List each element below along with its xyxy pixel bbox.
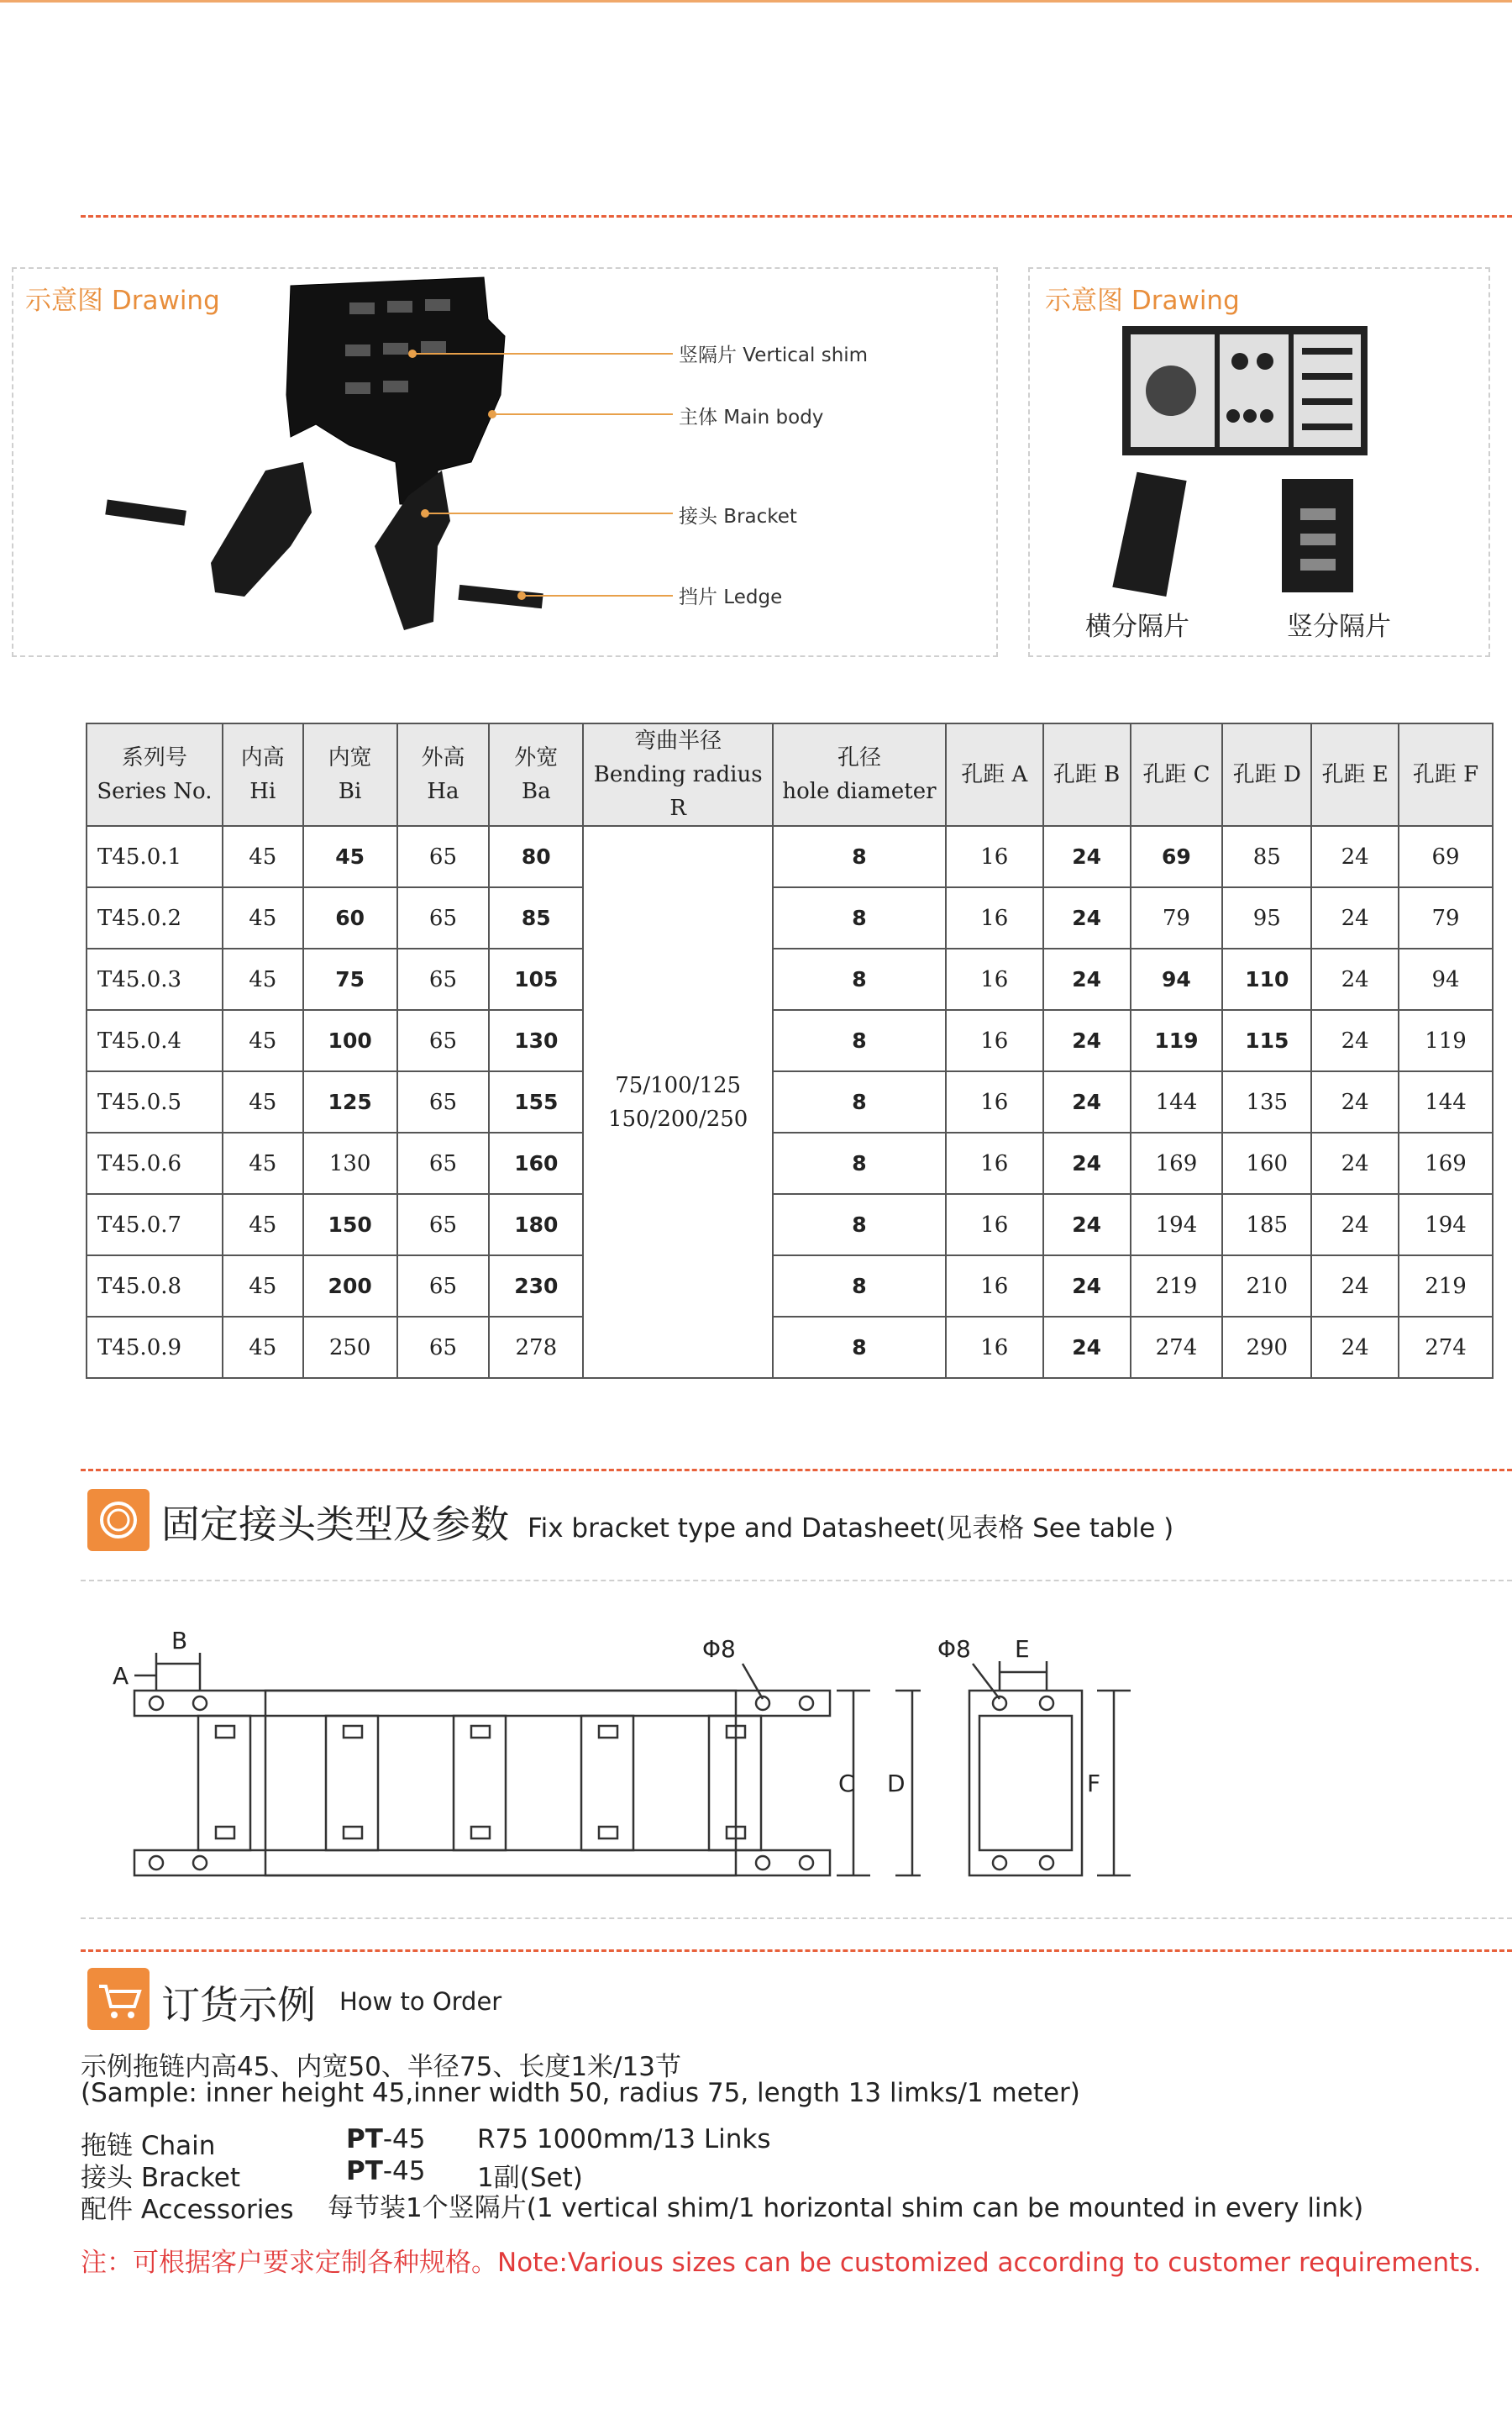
table-cell: 65 bbox=[397, 949, 490, 1010]
table-cell: 79 bbox=[1399, 887, 1493, 949]
table-cell: 24 bbox=[1043, 1010, 1131, 1071]
table-header-cell bbox=[489, 723, 583, 826]
table-cell: 169 bbox=[1399, 1133, 1493, 1194]
header-cn: 内宽 bbox=[328, 745, 372, 771]
table-cell: 180 bbox=[489, 1194, 583, 1255]
table-cell: 45 bbox=[223, 826, 303, 887]
table-cell: 65 bbox=[397, 1010, 490, 1071]
table-header-row bbox=[87, 723, 1493, 826]
table-cell: 278 bbox=[489, 1317, 583, 1378]
header-cn: 系列号 bbox=[121, 745, 187, 771]
table-cell: 45 bbox=[223, 1010, 303, 1071]
table-cell: 65 bbox=[397, 1255, 490, 1317]
bracket-section-subtitle: Fix bracket type and Datasheet(见表格 See table ) bbox=[528, 1513, 1174, 1544]
order-line-accessories-spec: 每节装1个竖隔片(1 vertical shim/1 horizontal shim can be mounted in every link) bbox=[328, 2193, 1364, 2223]
callout-line bbox=[522, 595, 673, 597]
cart-icon bbox=[87, 1968, 150, 2030]
table-cell: 16 bbox=[946, 949, 1043, 1010]
table-cell: 75 bbox=[303, 949, 397, 1010]
table-cell: 8 bbox=[773, 1317, 946, 1378]
table-cell: 8 bbox=[773, 1194, 946, 1255]
series-cell: T45.0.5 bbox=[87, 1071, 223, 1133]
table-cell: 65 bbox=[397, 826, 490, 887]
table-cell: 45 bbox=[223, 1194, 303, 1255]
bracket-section-title: 固定接头类型及参数 bbox=[161, 1502, 509, 1547]
order-sample-cn: 示例拖链内高45、内宽50、半径75、长度1米/13节 bbox=[81, 2052, 681, 2082]
header-cn: 孔径 bbox=[837, 745, 881, 771]
table-cell: 24 bbox=[1311, 826, 1399, 887]
table-cell: 290 bbox=[1222, 1317, 1311, 1378]
callout-dot bbox=[408, 350, 417, 358]
table-cell: 45 bbox=[223, 949, 303, 1010]
header-cn: 孔距 A bbox=[961, 762, 1028, 787]
table-cell: 24 bbox=[1311, 949, 1399, 1010]
table-cell: 135 bbox=[1222, 1071, 1311, 1133]
callout-dot bbox=[517, 592, 526, 600]
header-cn: 内高 bbox=[240, 745, 285, 771]
callout-line bbox=[412, 353, 673, 355]
header-en: Bi bbox=[338, 779, 362, 804]
table-cell: 24 bbox=[1043, 1194, 1131, 1255]
series-cell: T45.0.4 bbox=[87, 1010, 223, 1071]
table-cell: 16 bbox=[946, 1133, 1043, 1194]
divider bbox=[81, 1949, 1512, 1952]
table-cell: 115 bbox=[1222, 1010, 1311, 1071]
table-row bbox=[87, 826, 1493, 887]
top-border bbox=[0, 0, 1512, 3]
order-line-chain-spec: R75 1000mm/13 Links bbox=[477, 2124, 771, 2154]
table-cell: 130 bbox=[303, 1133, 397, 1194]
table-header-cell bbox=[1222, 723, 1311, 826]
table-cell: 105 bbox=[489, 949, 583, 1010]
table-cell: 125 bbox=[303, 1071, 397, 1133]
header-en: Bending radius R bbox=[593, 762, 763, 821]
table-header-cell bbox=[773, 723, 946, 826]
table-cell: 150 bbox=[303, 1194, 397, 1255]
table-cell: 8 bbox=[773, 887, 946, 949]
callout-bracket: 接头 Bracket bbox=[679, 506, 797, 528]
table-cell: 210 bbox=[1222, 1255, 1311, 1317]
table-cell: 24 bbox=[1043, 826, 1131, 887]
dim-phi-left-label: Φ8 bbox=[702, 1635, 736, 1663]
order-line-bracket-spec: 1副(Set) bbox=[477, 2163, 583, 2193]
table-cell: 16 bbox=[946, 1194, 1043, 1255]
table-cell: 200 bbox=[303, 1255, 397, 1317]
table-cell: 45 bbox=[223, 1317, 303, 1378]
bending-radius-cell bbox=[583, 826, 773, 1378]
header-cn: 外宽 bbox=[514, 745, 559, 771]
table-cell: 119 bbox=[1131, 1010, 1223, 1071]
series-cell: T45.0.2 bbox=[87, 887, 223, 949]
table-cell: 16 bbox=[946, 1071, 1043, 1133]
divider bbox=[81, 1469, 1512, 1471]
table-cell: 85 bbox=[1222, 826, 1311, 887]
series-cell: T45.0.1 bbox=[87, 826, 223, 887]
order-line-bracket-label: 接头 Bracket bbox=[81, 2163, 240, 2193]
table-row bbox=[87, 949, 1493, 1010]
order-section-title: 订货示例 bbox=[161, 1982, 316, 2028]
table-cell: 45 bbox=[223, 1071, 303, 1133]
header-cn: 孔距 C bbox=[1142, 762, 1210, 787]
table-cell: 160 bbox=[489, 1133, 583, 1194]
order-sample-en: (Sample: inner height 45,inner width 50, radius 75, length 13 limks/1 meter) bbox=[81, 2078, 1080, 2108]
header-cn: 孔距 E bbox=[1321, 762, 1389, 787]
dim-b-label: B bbox=[171, 1627, 188, 1654]
order-line-bracket-code: PT-45 bbox=[346, 2156, 426, 2186]
shim-illustration bbox=[1030, 269, 1488, 655]
order-line-chain-code: PT-45 bbox=[346, 2124, 426, 2154]
header-en: Ha bbox=[427, 779, 459, 804]
table-cell: 24 bbox=[1311, 1133, 1399, 1194]
series-cell: T45.0.9 bbox=[87, 1317, 223, 1378]
table-body bbox=[87, 826, 1493, 1378]
callout-ledge: 挡片 Ledge bbox=[679, 586, 783, 608]
header-en: Series No. bbox=[97, 779, 213, 804]
table-header-cell bbox=[397, 723, 490, 826]
spec-table bbox=[86, 723, 1494, 1379]
table-cell: 185 bbox=[1222, 1194, 1311, 1255]
series-cell: T45.0.7 bbox=[87, 1194, 223, 1255]
drawing-panel-left bbox=[12, 267, 998, 657]
table-cell: 24 bbox=[1043, 887, 1131, 949]
panel-title: 示意图 Drawing bbox=[25, 286, 220, 316]
table-cell: 24 bbox=[1043, 1133, 1131, 1194]
table-cell: 79 bbox=[1131, 887, 1223, 949]
series-cell: T45.0.6 bbox=[87, 1133, 223, 1194]
bracket-diagram-panel bbox=[81, 1580, 1512, 1919]
table-cell: 95 bbox=[1222, 887, 1311, 949]
table-cell: 16 bbox=[946, 1255, 1043, 1317]
callout-vertical-shim: 竖隔片 Vertical shim bbox=[679, 345, 869, 366]
customization-note: 注：可根据客户要求定制各种规格。Note:Various sizes can be customized according to customer requirements. bbox=[81, 2248, 1482, 2278]
table-cell: 274 bbox=[1399, 1317, 1493, 1378]
table-row bbox=[87, 1255, 1493, 1317]
dim-phi-right-label: Φ8 bbox=[937, 1635, 971, 1663]
table-cell: 65 bbox=[397, 1194, 490, 1255]
table-header-cell bbox=[303, 723, 397, 826]
table-cell: 65 bbox=[397, 1133, 490, 1194]
table-cell: 194 bbox=[1131, 1194, 1223, 1255]
callout-line bbox=[492, 413, 673, 415]
header-cn: 弯曲半径 bbox=[634, 728, 722, 754]
table-cell: 24 bbox=[1043, 949, 1131, 1010]
table-header-cell bbox=[87, 723, 223, 826]
table-cell: 24 bbox=[1311, 1317, 1399, 1378]
bracket-diagram bbox=[81, 1581, 1512, 1917]
table-cell: 8 bbox=[773, 949, 946, 1010]
table-header-cell bbox=[1043, 723, 1131, 826]
header-cn: 孔距 B bbox=[1053, 762, 1121, 787]
table-cell: 130 bbox=[489, 1010, 583, 1071]
table-cell: 24 bbox=[1311, 1071, 1399, 1133]
table-cell: 144 bbox=[1131, 1071, 1223, 1133]
bending-radius-value: 150/200/250 bbox=[607, 1106, 748, 1132]
header-en: hole diameter bbox=[782, 779, 937, 804]
dim-e-label: E bbox=[1015, 1635, 1030, 1663]
table-cell: 16 bbox=[946, 1010, 1043, 1071]
order-line-chain-label: 拖链 Chain bbox=[81, 2131, 216, 2161]
table-cell: 219 bbox=[1399, 1255, 1493, 1317]
table-cell: 24 bbox=[1311, 1255, 1399, 1317]
table-cell: 8 bbox=[773, 1133, 946, 1194]
table-header-cell bbox=[583, 723, 773, 826]
table-cell: 69 bbox=[1131, 826, 1223, 887]
table-cell: 24 bbox=[1311, 887, 1399, 949]
table-cell: 250 bbox=[303, 1317, 397, 1378]
header-cn: 孔距 F bbox=[1412, 762, 1479, 787]
table-header-cell bbox=[946, 723, 1043, 826]
order-line-accessories-label: 配件 Accessories bbox=[81, 2195, 294, 2225]
callout-line bbox=[425, 513, 673, 514]
table-cell: 8 bbox=[773, 1010, 946, 1071]
dim-f-label: F bbox=[1087, 1770, 1101, 1797]
table-row bbox=[87, 1133, 1493, 1194]
table-cell: 144 bbox=[1399, 1071, 1493, 1133]
table-cell: 8 bbox=[773, 1255, 946, 1317]
table-header-cell bbox=[223, 723, 303, 826]
header-cn: 孔距 D bbox=[1232, 762, 1301, 787]
callout-dot bbox=[488, 410, 496, 418]
table-cell: 69 bbox=[1399, 826, 1493, 887]
table-cell: 274 bbox=[1131, 1317, 1223, 1378]
series-cell: T45.0.8 bbox=[87, 1255, 223, 1317]
table-header-cell bbox=[1131, 723, 1223, 826]
shim-label-vertical: 竖分隔片 bbox=[1287, 612, 1391, 642]
table-cell: 94 bbox=[1131, 949, 1223, 1010]
panel-title: 示意图 Drawing bbox=[1045, 286, 1240, 316]
table-cell: 8 bbox=[773, 826, 946, 887]
table-cell: 24 bbox=[1043, 1317, 1131, 1378]
drawing-panel-right bbox=[1028, 267, 1490, 657]
table-cell: 230 bbox=[489, 1255, 583, 1317]
table-cell: 24 bbox=[1043, 1255, 1131, 1317]
table-cell: 169 bbox=[1131, 1133, 1223, 1194]
header-en: Ba bbox=[522, 779, 551, 804]
table-cell: 80 bbox=[489, 826, 583, 887]
divider bbox=[81, 215, 1512, 218]
shim-label-horizontal: 横分隔片 bbox=[1085, 612, 1189, 642]
table-row bbox=[87, 1317, 1493, 1378]
table-cell: 16 bbox=[946, 1317, 1043, 1378]
order-section-subtitle: How to Order bbox=[339, 1987, 502, 2016]
drag-chain-illustration bbox=[13, 269, 996, 655]
table-row bbox=[87, 1194, 1493, 1255]
table-cell: 45 bbox=[223, 887, 303, 949]
table-header-cell bbox=[1311, 723, 1399, 826]
table-cell: 65 bbox=[397, 1071, 490, 1133]
callout-dot bbox=[421, 509, 429, 518]
table-row bbox=[87, 1010, 1493, 1071]
table-cell: 45 bbox=[303, 826, 397, 887]
callout-main-body: 主体 Main body bbox=[679, 407, 824, 429]
bending-radius-value: 75/100/125 bbox=[615, 1072, 742, 1098]
dim-d-label: D bbox=[887, 1770, 906, 1797]
table-cell: 160 bbox=[1222, 1133, 1311, 1194]
table-row bbox=[87, 887, 1493, 949]
table-cell: 65 bbox=[397, 887, 490, 949]
table-cell: 65 bbox=[397, 1317, 490, 1378]
header-en: Hi bbox=[249, 779, 276, 804]
series-cell: T45.0.3 bbox=[87, 949, 223, 1010]
table-cell: 16 bbox=[946, 826, 1043, 887]
table-cell: 85 bbox=[489, 887, 583, 949]
table-cell: 110 bbox=[1222, 949, 1311, 1010]
table-cell: 119 bbox=[1399, 1010, 1493, 1071]
table-header-cell bbox=[1399, 723, 1493, 826]
table-cell: 100 bbox=[303, 1010, 397, 1071]
dim-c-label: C bbox=[838, 1770, 855, 1797]
table-cell: 94 bbox=[1399, 949, 1493, 1010]
table-cell: 45 bbox=[223, 1133, 303, 1194]
table-cell: 60 bbox=[303, 887, 397, 949]
ring-icon bbox=[87, 1489, 150, 1551]
table-row bbox=[87, 1071, 1493, 1133]
table-cell: 219 bbox=[1131, 1255, 1223, 1317]
table-cell: 45 bbox=[223, 1255, 303, 1317]
table-cell: 8 bbox=[773, 1071, 946, 1133]
table-cell: 194 bbox=[1399, 1194, 1493, 1255]
table-cell: 16 bbox=[946, 887, 1043, 949]
dim-a-label: A bbox=[113, 1662, 129, 1690]
table-cell: 24 bbox=[1311, 1010, 1399, 1071]
table-cell: 24 bbox=[1043, 1071, 1131, 1133]
table-cell: 24 bbox=[1311, 1194, 1399, 1255]
table-cell: 155 bbox=[489, 1071, 583, 1133]
header-cn: 外高 bbox=[421, 745, 465, 771]
